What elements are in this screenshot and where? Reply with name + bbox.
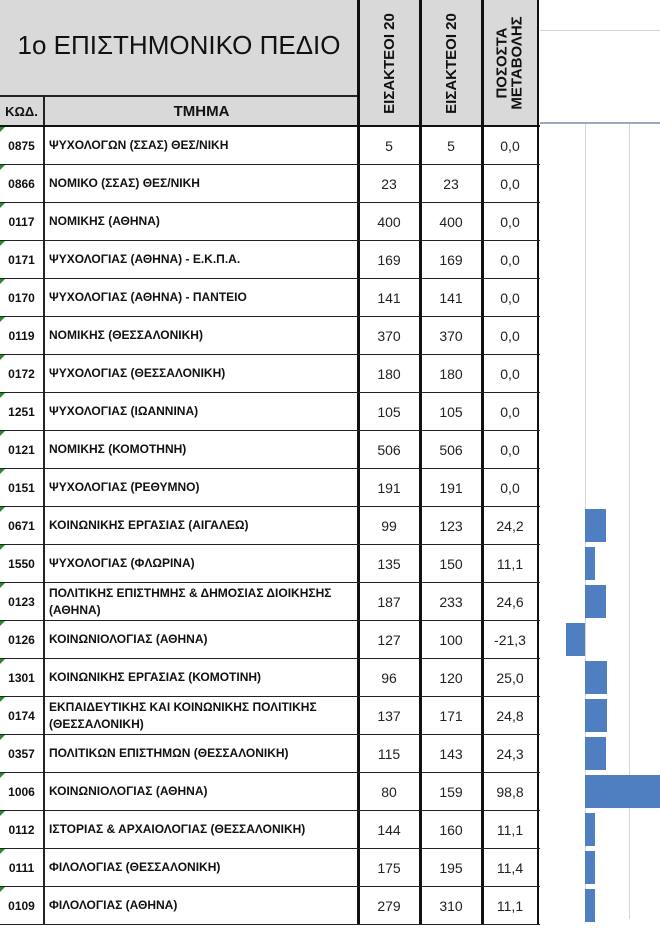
field-title: 1ο ΕΠΙΣΤΗΜΟΝΙΚΟ ΠΕΔΙΟ xyxy=(17,30,341,60)
change-bar xyxy=(585,699,607,732)
admissions-a-value[interactable]: 180 xyxy=(377,365,401,382)
department-name[interactable]: ΚΟΙΝΩΝΙΟΛΟΓΙΑΣ (ΑΘΗΝΑ) xyxy=(49,632,208,646)
change-bar xyxy=(585,813,595,846)
field-title-cell[interactable] xyxy=(0,0,358,97)
table-row[interactable] xyxy=(0,773,540,811)
admissions-a-value[interactable]: 105 xyxy=(377,403,401,420)
admissions-b-value[interactable]: 141 xyxy=(439,289,463,306)
department-name[interactable]: ΝΟΜΙΚΗΣ (ΚΟΜΟΤΗΝΗ) xyxy=(49,442,187,456)
change-bar xyxy=(585,737,606,770)
department-column-header[interactable]: ΤΜΗΜΑ xyxy=(45,97,358,126)
admissions-a-value[interactable]: 141 xyxy=(377,289,401,306)
department-code[interactable]: 0170 xyxy=(0,279,45,316)
admissions-b-value[interactable]: 370 xyxy=(439,327,463,344)
admissions-b-value[interactable]: 233 xyxy=(439,593,463,610)
department-name[interactable]: ΦΙΛΟΛΟΓΙΑΣ (ΑΘΗΝΑ) xyxy=(49,898,178,912)
change-label-line2: ΜΕΤΑΒΟΛΗΣ xyxy=(509,16,527,110)
department-name[interactable]: ΨΥΧΟΛΟΓΙΑΣ (ΑΘΗΝΑ) - Ε.Κ.Π.Α. xyxy=(49,252,241,266)
admissions-b-value[interactable]: 180 xyxy=(439,365,463,382)
change-percent-value[interactable]: 11,1 xyxy=(496,897,524,914)
admissions-b-value[interactable]: 169 xyxy=(439,251,463,268)
table-row[interactable] xyxy=(0,621,540,659)
admissions-b-value[interactable]: 105 xyxy=(439,403,463,420)
change-bar xyxy=(566,623,585,656)
department-name[interactable]: ΨΥΧΟΛΟΓΙΑΣ (ΑΘΗΝΑ) - ΠΑΝΤΕΙΟ xyxy=(49,290,247,304)
change-percent-value[interactable]: 24,8 xyxy=(496,707,524,724)
table-row[interactable] xyxy=(0,393,540,431)
chart-border-top xyxy=(540,30,660,31)
admissions-col-a-label: ΕΙΣΑΚΤΕΟΙ 20 xyxy=(380,12,398,114)
change-percent-value[interactable]: 0,0 xyxy=(500,365,520,382)
change-bar xyxy=(585,547,595,580)
department-code[interactable]: 1550 xyxy=(0,545,45,582)
change-percent-value[interactable]: 0,0 xyxy=(500,213,520,230)
admissions-a-value[interactable]: 400 xyxy=(377,213,401,230)
admissions-b-value[interactable]: 143 xyxy=(439,745,463,762)
department-code[interactable]: 0875 xyxy=(0,127,45,164)
admissions-b-value[interactable]: 120 xyxy=(439,669,463,686)
department-code[interactable]: 0111 xyxy=(0,849,45,886)
admissions-col-b-header[interactable] xyxy=(420,0,482,126)
admissions-col-b-label: ΕΙΣΑΚΤΕΟΙ 20 xyxy=(442,12,460,114)
code-column-header[interactable]: ΚΩΔ. xyxy=(0,97,45,126)
department-name[interactable]: ΨΥΧΟΛΟΓΙΑΣ (ΙΩΑΝΝΙΝΑ) xyxy=(49,404,199,418)
change-percent-value[interactable]: 25,0 xyxy=(496,669,524,686)
change-percent-value[interactable]: 11,1 xyxy=(496,821,524,838)
department-name[interactable]: ΕΚΠΑΙΔΕΥΤΙΚΗΣ ΚΑΙ ΚΟΙΝΩΝΙΚΗΣ ΠΟΛΙΤΙΚΗΣ (ΘΕΣΣΑΛΟΝΙΚΗ) xyxy=(49,699,317,731)
change-percent-value[interactable]: 0,0 xyxy=(500,137,520,154)
admissions-a-value[interactable]: 191 xyxy=(377,479,401,496)
table-row[interactable] xyxy=(0,469,540,507)
change-bar xyxy=(585,661,607,694)
table-row[interactable] xyxy=(0,203,540,241)
department-code[interactable]: 0112 xyxy=(0,811,45,848)
chart-axis-line xyxy=(540,122,660,124)
admissions-a-value[interactable]: 80 xyxy=(381,783,397,800)
admissions-b-value[interactable]: 150 xyxy=(439,555,463,572)
department-code[interactable]: 0109 xyxy=(0,887,45,924)
change-percent-value[interactable]: 24,2 xyxy=(496,517,524,534)
change-percent-value[interactable]: 0,0 xyxy=(500,479,520,496)
admissions-b-value[interactable]: 171 xyxy=(439,707,463,724)
table-row[interactable] xyxy=(0,241,540,279)
department-code[interactable]: 0172 xyxy=(0,355,45,392)
admissions-a-value[interactable]: 175 xyxy=(377,859,401,876)
change-percent-value[interactable]: -21,3 xyxy=(494,631,526,648)
department-code[interactable]: 1251 xyxy=(0,393,45,430)
department-code[interactable]: 0126 xyxy=(0,621,45,658)
admissions-a-value[interactable]: 115 xyxy=(377,745,401,762)
change-percent-value[interactable]: 98,8 xyxy=(496,783,524,800)
department-name[interactable]: ΚΟΙΝΩΝΙΚΗΣ ΕΡΓΑΣΙΑΣ (ΚΟΜΟΤΙΝΗ) xyxy=(49,670,262,684)
change-percent-value[interactable]: 11,1 xyxy=(496,555,524,572)
department-name[interactable]: ΚΟΙΝΩΝΙΚΗΣ ΕΡΓΑΣΙΑΣ (ΑΙΓΑΛΕΩ) xyxy=(49,518,249,532)
department-code[interactable]: 0151 xyxy=(0,469,45,506)
change-bar xyxy=(585,851,595,884)
admissions-a-value[interactable]: 169 xyxy=(377,251,401,268)
admissions-b-value[interactable]: 160 xyxy=(439,821,463,838)
change-percent-label xyxy=(495,16,525,109)
admissions-b-value[interactable]: 191 xyxy=(439,479,463,496)
department-name[interactable]: ΨΥΧΟΛΟΓΩΝ (ΣΣΑΣ) ΘΕΣ/ΝΙΚΗ xyxy=(49,138,229,152)
change-percent-value[interactable]: 0,0 xyxy=(500,289,520,306)
admissions-b-value[interactable]: 5 xyxy=(447,137,455,154)
change-percent-value[interactable]: 24,3 xyxy=(496,745,524,762)
table-row[interactable] xyxy=(0,431,540,469)
admissions-a-value[interactable]: 144 xyxy=(377,821,401,838)
admissions-b-value[interactable]: 23 xyxy=(443,175,459,192)
admissions-b-value[interactable]: 195 xyxy=(439,859,463,876)
department-name[interactable]: ΨΥΧΟΛΟΓΙΑΣ (ΘΕΣΣΑΛΟΝΙΚΗ) xyxy=(49,366,226,380)
change-percent-value[interactable]: 0,0 xyxy=(500,441,520,458)
department-name[interactable]: ΝΟΜΙΚΗΣ (ΑΘΗΝΑ) xyxy=(49,214,160,228)
department-name[interactable]: ΦΙΛΟΛΟΓΙΑΣ (ΘΕΣΣΑΛΟΝΙΚΗ) xyxy=(49,860,221,874)
change-percent-value[interactable]: 0,0 xyxy=(500,403,520,420)
department-name[interactable]: ΨΥΧΟΛΟΓΙΑΣ (ΦΛΩΡΙΝΑ) xyxy=(49,556,195,570)
admissions-a-value[interactable]: 23 xyxy=(381,175,397,192)
department-code[interactable]: 0866 xyxy=(0,165,45,202)
table-row[interactable] xyxy=(0,659,540,697)
department-code[interactable]: 0171 xyxy=(0,241,45,278)
table-row[interactable] xyxy=(0,279,540,317)
table-row[interactable] xyxy=(0,887,540,925)
change-percent-header[interactable] xyxy=(482,0,538,126)
admissions-b-value[interactable]: 310 xyxy=(439,897,463,914)
table-row[interactable] xyxy=(0,583,540,621)
change-percent-value[interactable]: 24,6 xyxy=(496,593,524,610)
admissions-b-value[interactable]: 100 xyxy=(439,631,463,648)
admissions-a-value[interactable]: 127 xyxy=(377,631,401,648)
admissions-b-value[interactable]: 506 xyxy=(439,441,463,458)
table-row[interactable] xyxy=(0,545,540,583)
department-name[interactable]: ΝΟΜΙΚΟ (ΣΣΑΣ) ΘΕΣ/ΝΙΚΗ xyxy=(49,176,200,190)
change-percent-value[interactable]: 0,0 xyxy=(500,175,520,192)
department-code[interactable]: 0119 xyxy=(0,317,45,354)
admissions-a-value[interactable]: 96 xyxy=(381,669,397,686)
table-row[interactable] xyxy=(0,165,540,203)
admissions-b-value[interactable]: 159 xyxy=(439,783,463,800)
table-row[interactable] xyxy=(0,735,540,773)
department-code[interactable]: 1006 xyxy=(0,773,45,810)
table-row[interactable] xyxy=(0,507,540,545)
admissions-a-value[interactable]: 187 xyxy=(377,593,401,610)
admissions-a-value[interactable]: 370 xyxy=(377,327,401,344)
admissions-a-value[interactable]: 137 xyxy=(377,707,401,724)
admissions-col-a-header[interactable] xyxy=(358,0,420,126)
admissions-a-value[interactable]: 135 xyxy=(377,555,401,572)
admissions-b-value[interactable]: 123 xyxy=(439,517,463,534)
change-bar xyxy=(585,509,606,542)
change-bar xyxy=(585,775,660,808)
change-bar-chart xyxy=(540,0,660,940)
change-bar xyxy=(585,585,606,618)
department-name[interactable]: ΙΣΤΟΡΙΑΣ & ΑΡΧΑΙΟΛΟΓΙΑΣ (ΘΕΣΣΑΛΟΝΙΚΗ) xyxy=(49,822,306,836)
department-code[interactable]: 0357 xyxy=(0,735,45,772)
change-percent-value[interactable]: 0,0 xyxy=(500,327,520,344)
department-name[interactable]: ΚΟΙΝΩΝΙΟΛΟΓΙΑΣ (ΑΘΗΝΑ) xyxy=(49,784,208,798)
table-row[interactable] xyxy=(0,355,540,393)
change-percent-value[interactable]: 11,4 xyxy=(496,859,524,876)
change-label-line1: ΠΟΣΟΣΤΑ xyxy=(494,27,512,99)
table-row[interactable] xyxy=(0,127,540,165)
department-name[interactable]: ΨΥΧΟΛΟΓΙΑΣ (ΡΕΘΥΜΝΟ) xyxy=(49,480,200,494)
admissions-b-value[interactable]: 400 xyxy=(439,213,463,230)
department-name[interactable]: ΠΟΛΙΤΙΚΗΣ ΕΠΙΣΤΗΜΗΣ & ΔΗΜΟΣΙΑΣ ΔΙΟΙΚΗΣΗΣ (ΑΘΗΝΑ) xyxy=(49,585,332,617)
department-code[interactable]: 1301 xyxy=(0,659,45,696)
admissions-a-value[interactable]: 99 xyxy=(381,517,397,534)
department-name[interactable]: ΠΟΛΙΤΙΚΩΝ ΕΠΙΣΤΗΜΩΝ (ΘΕΣΣΑΛΟΝΙΚΗ) xyxy=(49,746,289,760)
admissions-a-value[interactable]: 279 xyxy=(377,897,401,914)
change-bar xyxy=(585,889,595,922)
admissions-a-value[interactable]: 506 xyxy=(377,441,401,458)
table-row[interactable] xyxy=(0,811,540,849)
department-code[interactable]: 0174 xyxy=(0,697,45,734)
table-row[interactable] xyxy=(0,697,540,735)
department-name[interactable]: ΝΟΜΙΚΗΣ (ΘΕΣΣΑΛΟΝΙΚΗ) xyxy=(49,328,203,342)
department-code[interactable]: 0671 xyxy=(0,507,45,544)
table-row[interactable] xyxy=(0,317,540,355)
department-code[interactable]: 0123 xyxy=(0,583,45,620)
department-code[interactable]: 0117 xyxy=(0,203,45,240)
table-row[interactable] xyxy=(0,849,540,887)
department-code[interactable]: 0121 xyxy=(0,431,45,468)
admissions-a-value[interactable]: 5 xyxy=(385,137,393,154)
change-percent-value[interactable]: 0,0 xyxy=(500,251,520,268)
